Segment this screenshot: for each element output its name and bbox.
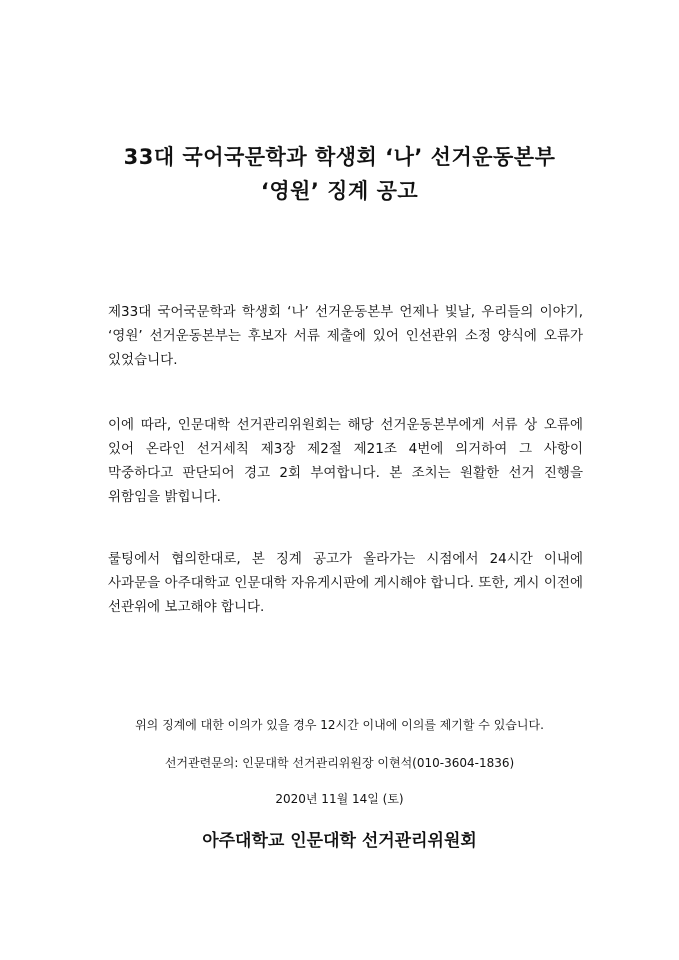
notice-title-line-2: ‘영원’ 징계 공고 (260, 179, 419, 203)
notice-title-line-1: 33대 국어국문학과 학생회 ‘나’ 선거운동본부 (123, 145, 556, 169)
issuing-organization: 아주대학교 인문대학 선거관리위원회 (202, 831, 477, 851)
objection-note: 위의 징계에 대한 이의가 있을 경우 12시간 이내에 이의를 제기할 수 있습니다. (135, 718, 544, 732)
notice-date: 2020년 11월 14일 (토) (275, 792, 404, 806)
notice-paragraph-2: 이에 따라, 인문대학 선거관리위원회는 해당 선거운동본부에게 서류 상 오류에 있어 온라인 선거세칙 제3장 제2절 제21조 4번에 의거하여 그 사항이 막중하다고 판단되어 경고 2회 부여합니다. 본 조치는 원활한 선거 진행을 위함임을 밝힙니다. (108, 417, 583, 505)
contact-info: 선거관련문의: 인문대학 선거관리위원장 이현석(010-3604-1836) (164, 756, 515, 770)
notice-paragraph-3: 룰팅에서 협의한대로, 본 징계 공고가 올라가는 시점에서 24시간 이내에 사과문을 아주대학교 인문대학 자유게시판에 게시해야 합니다. 또한, 게시 이전에 선관위에 보고해야 합니다. (108, 551, 583, 615)
notice-paragraph-1: 제33대 국어국문학과 학생회 ‘나’ 선거운동본부 언제나 빛날, 우리들의 이야기, ‘영원’ 선거운동본부는 후보자 서류 제출에 있어 인선관위 소정 양식에 오류가 있었습니다. (108, 304, 583, 368)
notice-title (0, 140, 679, 208)
